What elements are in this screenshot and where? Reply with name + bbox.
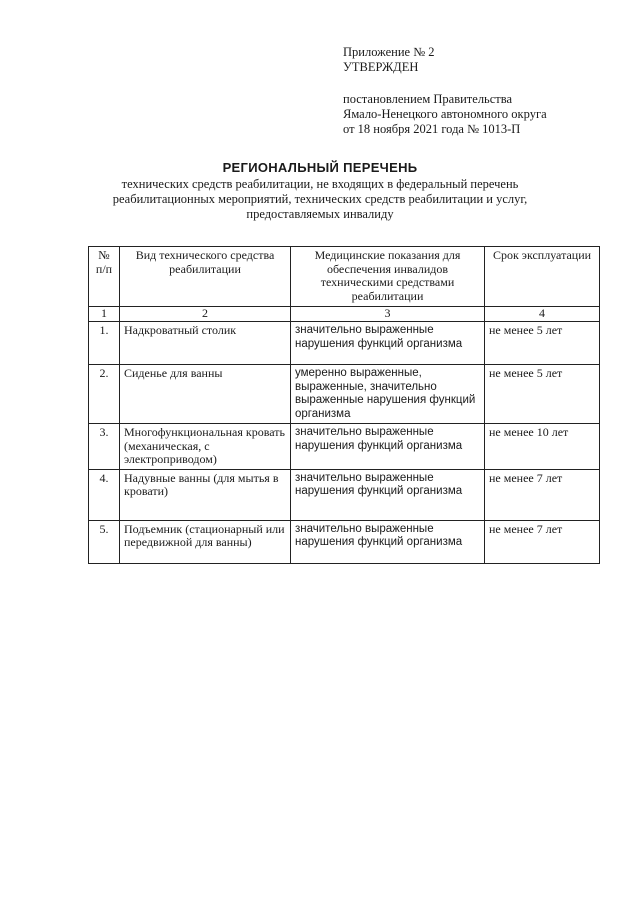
decree-line-1: постановлением Правительства bbox=[343, 92, 513, 106]
table-header-row bbox=[89, 247, 600, 307]
header-number: № п/п bbox=[89, 247, 120, 307]
appendix-block bbox=[343, 45, 435, 75]
header-means-type: Вид технического средства реабилитации bbox=[120, 247, 291, 307]
appendix-number: Приложение № 2 bbox=[343, 45, 435, 59]
column-number: 1 bbox=[89, 307, 120, 322]
table-row bbox=[89, 520, 600, 563]
means-name: Подъемник (стационарный или передвижной для ванны) bbox=[120, 520, 291, 563]
document-title: РЕГИОНАЛЬНЫЙ ПЕРЕЧЕНЬ bbox=[222, 160, 418, 175]
service-life: не менее 5 лет bbox=[485, 322, 600, 365]
document-subtitle: технических средств реабилитации, не входящих в федеральный перечень реабилитационных мероприятий, технических средств реабилитации и услуг, предоставляемых инвалиду bbox=[112, 177, 528, 221]
column-number: 4 bbox=[485, 307, 600, 322]
approved-label: УТВЕРЖДЕН bbox=[343, 60, 419, 74]
service-life: не менее 7 лет bbox=[485, 469, 600, 520]
medical-indications: значительно выраженные нарушения функций организма bbox=[291, 469, 485, 520]
header-indications: Медицинские показания для обеспечения инвалидов техническими средствами реабилитации bbox=[291, 247, 485, 307]
medical-indications: умеренно выраженные, выраженные, значительно выраженные нарушения функций организма bbox=[291, 365, 485, 424]
row-number: 1. bbox=[89, 322, 120, 365]
medical-indications: значительно выраженные нарушения функций организма bbox=[291, 520, 485, 563]
row-number: 5. bbox=[89, 520, 120, 563]
table-row bbox=[89, 424, 600, 470]
service-life: не менее 7 лет bbox=[485, 520, 600, 563]
decree-line-2: Ямало-Ненецкого автономного округа bbox=[343, 107, 547, 121]
means-name: Надувные ванны (для мытья в кровати) bbox=[120, 469, 291, 520]
medical-indications: значительно выраженные нарушения функций организма bbox=[291, 322, 485, 365]
decree-line-3: от 18 ноября 2021 года № 1013-П bbox=[343, 122, 521, 136]
row-number: 3. bbox=[89, 424, 120, 470]
column-number: 3 bbox=[291, 307, 485, 322]
column-number-row bbox=[89, 307, 600, 322]
means-name: Многофункциональная кровать (механическая, с электроприводом) bbox=[120, 424, 291, 470]
service-life: не менее 5 лет bbox=[485, 365, 600, 424]
row-number: 2. bbox=[89, 365, 120, 424]
means-name: Надкроватный столик bbox=[120, 322, 291, 365]
medical-indications: значительно выраженные нарушения функций организма bbox=[291, 424, 485, 470]
table-row bbox=[89, 322, 600, 365]
header-service-life: Срок эксплуатации bbox=[485, 247, 600, 307]
column-number: 2 bbox=[120, 307, 291, 322]
table-row bbox=[89, 469, 600, 520]
service-life: не менее 10 лет bbox=[485, 424, 600, 470]
means-name: Сиденье для ванны bbox=[120, 365, 291, 424]
rehabilitation-means-table bbox=[88, 246, 600, 564]
table-row bbox=[89, 365, 600, 424]
decree-reference bbox=[343, 92, 547, 137]
row-number: 4. bbox=[89, 469, 120, 520]
